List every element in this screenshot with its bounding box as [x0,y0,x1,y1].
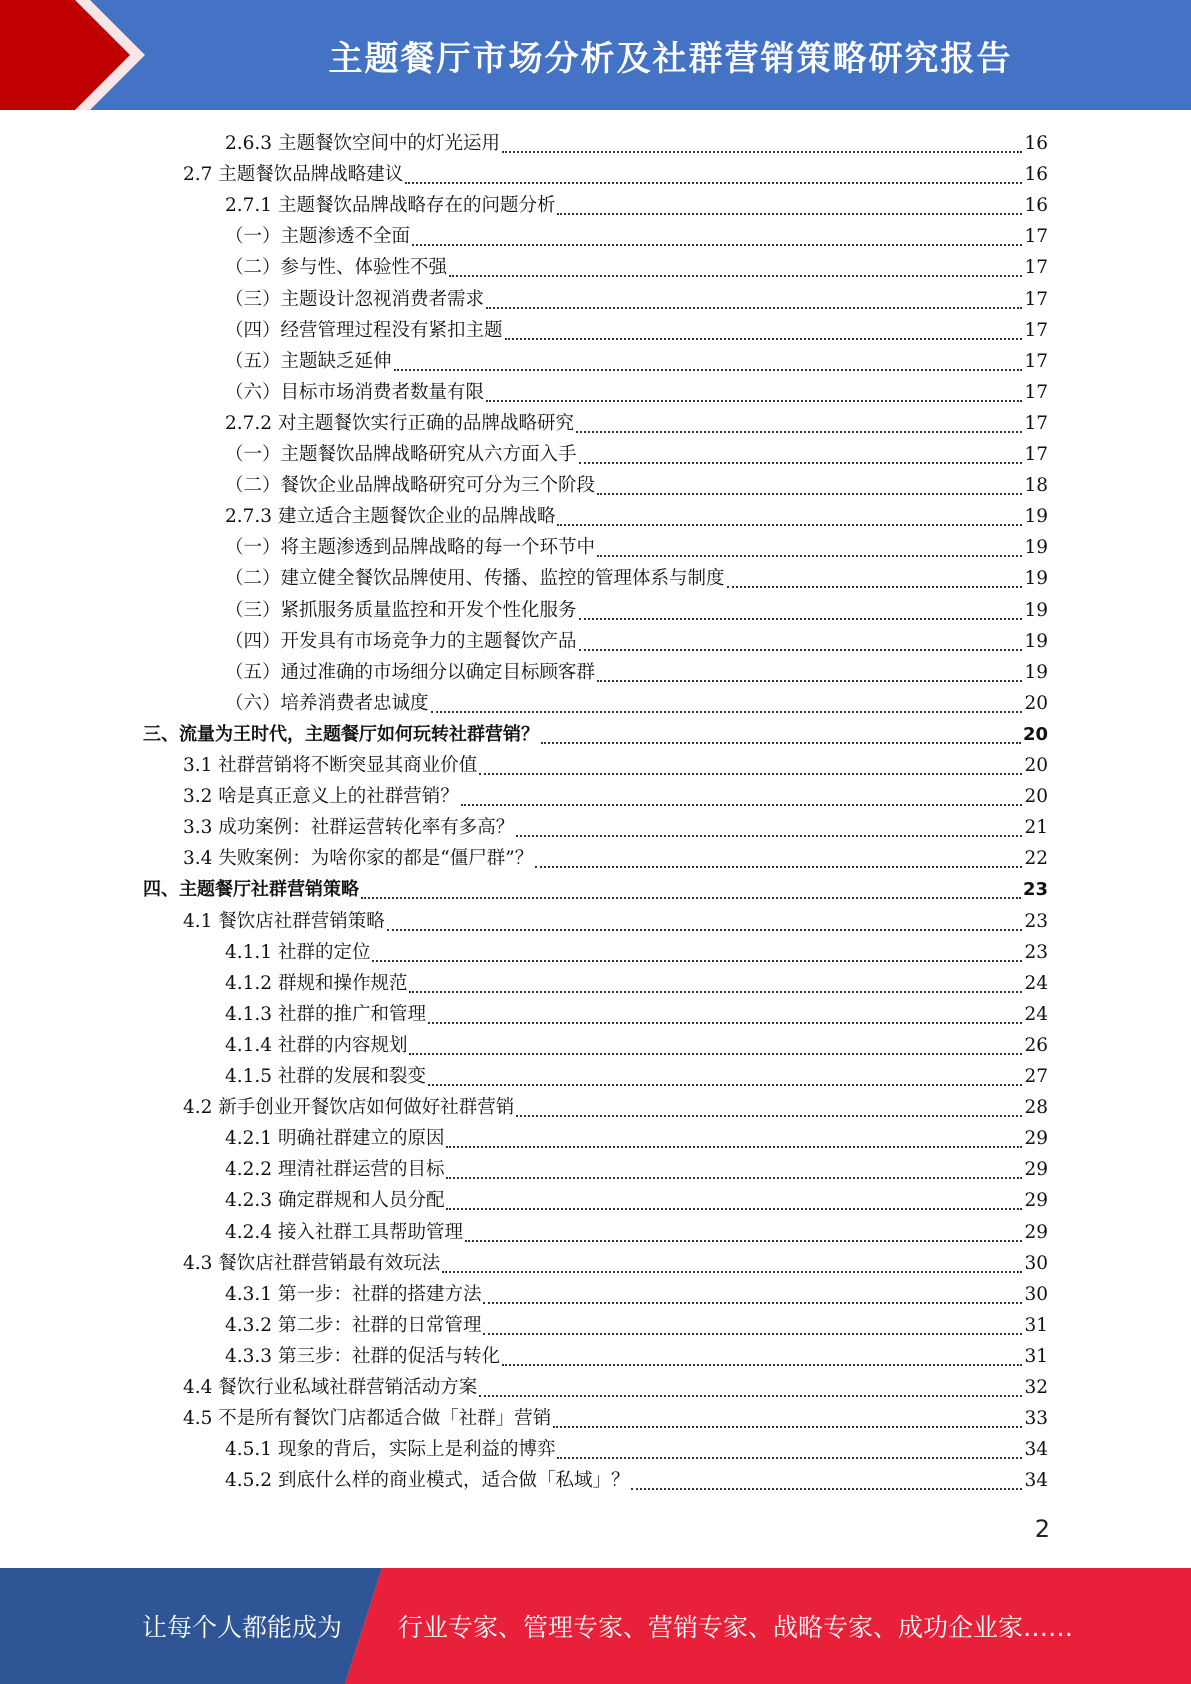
toc-entry-page: 17 [1024,257,1048,279]
toc-leader-dots [553,1426,1022,1428]
toc-entry[interactable] [183,843,1048,874]
toc-entry-page: 24 [1024,1003,1048,1025]
document-title: 主题餐厅市场分析及社群营销策略研究报告 [328,38,1013,79]
toc-entry-title: 4.2 新手创业开餐饮店如何做好社群营销 [183,1097,515,1119]
toc-entry-page: 20 [1024,755,1048,776]
toc-entry[interactable] [225,1279,1048,1310]
toc-entry-page: 17 [1024,319,1048,341]
toc-leader-dots [409,991,1022,993]
toc-entry-title: 4.3.3 第三步：社群的促活与转化 [225,1345,500,1367]
toc-entry[interactable] [183,1092,1048,1123]
toc-entry-title: 3.2 啥是真正意义上的社群营销？ [183,786,459,808]
toc-entry-title: 4.4 餐饮行业私域社群营销活动方案 [183,1377,478,1398]
toc-entry[interactable] [183,781,1048,812]
toc-entry-page: 29 [1024,1190,1048,1212]
toc-entry-page: 19 [1024,537,1048,559]
toc-entry-title: 4.1.4 社群的内容规划 [225,1034,408,1056]
toc-entry[interactable] [225,408,1048,439]
page-number: 2 [1034,1515,1050,1543]
toc-entry-page: 34 [1024,1439,1048,1461]
toc-leader-dots [465,1240,1022,1242]
toc-entry-page: 19 [1024,630,1048,652]
toc-entry[interactable] [225,190,1048,221]
toc-entry-title: 4.1.2 群规和操作规范 [225,972,408,994]
toc-entry-title: 4.2.3 确定群规和人员分配 [225,1190,445,1212]
toc-entry-title: 3.4 失败案例：为啥你家的都是“僵尸群”？ [183,848,534,870]
toc-entry[interactable] [225,999,1048,1030]
toc-entry-page: 23 [1024,941,1048,963]
toc-entry[interactable] [225,1434,1048,1465]
toc-entry-title: 2.6.3 主题餐饮空间中的灯光运用 [225,133,500,154]
toc-entry-title: 4.3 餐饮店社群营销最有效玩法 [183,1252,441,1274]
toc-leader-dots [446,1177,1022,1179]
toc-entry-title: 3.1 社群营销将不断突显其商业价值 [183,755,478,776]
toc-entry-title: 2.7.3 建立适合主题餐饮企业的品牌战略 [225,506,556,528]
toc-leader-dots [442,1271,1022,1273]
toc-entry-title: （二）建立健全餐饮品牌使用、传播、监控的管理体系与制度 [225,568,725,590]
toc-entry-title: 4.2.2 理清社群运营的目标 [225,1159,445,1181]
toc-leader-dots [486,307,1022,309]
toc-entry-title: 4.1 餐饮店社群营销策略 [183,910,385,932]
toc-leader-dots [576,431,1022,433]
toc-leader-dots [505,338,1023,340]
toc-leader-dots [557,524,1022,526]
toc-leader-dots [502,1364,1022,1366]
toc-entry-title: 4.3.1 第一步：社群的搭建方法 [225,1283,482,1305]
toc-entry[interactable] [225,968,1048,999]
toc-entry[interactable] [183,1372,1048,1403]
toc-leader-dots [727,586,1023,588]
toc-entry-title: 4.1.1 社群的定位 [225,941,371,963]
toc-leader-dots [409,1053,1022,1055]
toc-leader-dots [412,244,1022,246]
toc-entry-title: 三、流量为王时代，主题餐厅如何玩转社群营销？ [143,723,539,745]
toc-entry-page: 31 [1024,1314,1048,1336]
toc-entry-page: 28 [1024,1097,1048,1119]
toc-entry-page: 31 [1024,1345,1048,1367]
toc-entry[interactable] [225,346,1048,377]
toc-entry[interactable] [225,595,1048,626]
toc-leader-dots [597,680,1022,682]
toc-leader-dots [579,618,1023,620]
toc-entry[interactable] [225,470,1048,501]
toc-entry-page: 26 [1024,1034,1048,1056]
toc-leader-dots [483,1302,1022,1304]
toc-entry-page: 19 [1024,661,1048,683]
toc-entry[interactable] [143,719,1048,750]
toc-leader-dots [387,929,1023,931]
toc-entry-page: 22 [1024,848,1048,870]
toc-entry-title: 4.3.2 第二步：社群的日常管理 [225,1314,482,1336]
toc-entry[interactable] [225,1154,1048,1185]
toc-entry-title: （一）主题餐饮品牌战略研究从六方面入手 [225,444,577,465]
toc-leader-dots [502,151,1022,153]
toc-entry-title: 4.1.3 社群的推广和管理 [225,1003,426,1025]
toc-entry[interactable] [225,439,1048,470]
toc-entry[interactable] [225,688,1048,719]
toc-entry-page: 16 [1024,133,1048,154]
toc-leader-dots [446,1146,1022,1148]
toc-entry-title: 3.3 成功案例：社群运营转化率有多高？ [183,817,515,839]
toc-leader-dots [428,1022,1022,1024]
toc-leader-dots [597,493,1022,495]
toc-entry-title: （一）将主题渗透到品牌战略的每一个环节中 [225,537,596,559]
toc-leader-dots [479,773,1022,775]
toc-entry-page: 20 [1024,692,1048,714]
toc-entry-title: 2.7.1 主题餐饮品牌战略存在的问题分析 [225,195,556,217]
toc-entry-title: 2.7 主题餐饮品牌战略建议 [183,164,404,186]
toc-entry[interactable] [183,812,1048,843]
toc-entry[interactable] [225,501,1048,532]
toc-entry-page: 21 [1024,817,1048,839]
toc-entry[interactable] [225,532,1048,563]
toc-leader-dots [557,213,1022,215]
toc-entry-page: 23 [1024,910,1048,932]
toc-entry-page: 17 [1024,412,1048,434]
toc-leader-dots [361,897,1021,899]
toc-leader-dots [446,1208,1022,1210]
toc-entry-page: 17 [1024,444,1048,465]
toc-entry-page: 16 [1024,164,1048,186]
toc-entry-page: 30 [1024,1252,1048,1274]
toc-entry-page: 29 [1024,1128,1048,1150]
toc-leader-dots [483,1333,1022,1335]
toc-leader-dots [405,182,1022,184]
toc-entry-title: （六）目标市场消费者数量有限 [225,381,485,403]
toc-entry-page: 19 [1024,506,1048,528]
toc-entry-page: 17 [1024,288,1048,310]
toc-entry-title: （一）主题渗透不全面 [225,226,411,248]
toc-entry[interactable] [225,1341,1048,1372]
toc-entry-page: 19 [1024,568,1048,590]
toc-leader-dots [631,1488,1022,1490]
toc-entry-page: 30 [1024,1283,1048,1305]
toc-entry-title: （四）经营管理过程没有紧扣主题 [225,319,503,341]
toc-entry-page: 29 [1024,1159,1048,1181]
toc-leader-dots [516,835,1022,837]
toc-entry-page: 29 [1024,1221,1048,1243]
toc-entry-page: 32 [1024,1377,1048,1398]
toc-entry[interactable] [225,284,1048,315]
toc-entry[interactable] [183,750,1048,781]
toc-entry-title: （四）开发具有市场竞争力的主题餐饮产品 [225,630,577,652]
page-footer [0,1568,1191,1684]
toc-entry-title: 4.5.2 到底什么样的商业模式，适合做「私域」？ [225,1470,630,1492]
toc-entry-page: 27 [1024,1066,1048,1087]
toc-entry-page: 17 [1024,350,1048,372]
toc-entry-page: 20 [1022,723,1048,745]
toc-entry[interactable] [183,906,1048,937]
toc-entry-title: 四、主题餐厅社群营销策略 [143,879,359,901]
toc-leader-dots [394,369,1023,371]
toc-entry-title: （二）参与性、体验性不强 [225,257,448,279]
toc-entry-title: （五）通过准确的市场细分以确定目标顾客群 [225,661,596,683]
toc-entry[interactable] [225,1185,1048,1216]
toc-entry-title: （二）餐饮企业品牌战略研究可分为三个阶段 [225,475,596,497]
toc-entry[interactable] [225,657,1048,688]
toc-entry-title: 4.1.5 社群的发展和裂变 [225,1066,426,1087]
toc-entry[interactable] [225,1123,1048,1154]
toc-entry-page: 33 [1024,1408,1048,1430]
toc-leader-dots [597,555,1022,557]
footer-slogan-right: 行业专家、管理专家、营销专家、战略专家、成功企业家…… [398,1613,1074,1642]
toc-leader-dots [461,804,1023,806]
toc-entry-title: 4.5.1 现象的背后，实际上是利益的博弈 [225,1439,556,1461]
toc-entry[interactable] [183,159,1048,190]
toc-leader-dots [541,742,1021,744]
toc-leader-dots [579,462,1023,464]
toc-entry-page: 23 [1022,879,1048,901]
toc-entry[interactable] [183,1248,1048,1279]
toc-entry-title: （五）主题缺乏延伸 [225,350,392,372]
page-header [0,0,1191,110]
toc-entry-page: 17 [1024,226,1048,248]
footer-slogan-left: 让每个人都能成为 [142,1613,343,1642]
toc-leader-dots [486,400,1022,402]
red-arrow-banner [0,0,160,110]
toc-entry-page: 19 [1024,599,1048,621]
toc-entry-page: 17 [1024,381,1048,403]
toc-entry-title: 4.2.4 接入社群工具帮助管理 [225,1221,463,1243]
toc-entry[interactable] [225,1310,1048,1341]
toc-entry[interactable] [183,1403,1048,1434]
toc-entry[interactable] [225,626,1048,657]
toc-entry-page: 24 [1024,972,1048,994]
toc-leader-dots [479,1395,1022,1397]
toc-entry[interactable] [225,128,1048,159]
toc-entry-title: 4.2.1 明确社群建立的原因 [225,1128,445,1150]
toc-entry-page: 20 [1024,786,1048,808]
toc-leader-dots [557,1457,1022,1459]
toc-entry[interactable] [225,1061,1048,1092]
toc-entry[interactable] [225,377,1048,408]
toc-leader-dots [516,1115,1022,1117]
toc-entry-title: （三）主题设计忽视消费者需求 [225,288,485,310]
toc-leader-dots [535,866,1022,868]
toc-leader-dots [431,711,1023,713]
toc-entry-page: 34 [1024,1470,1048,1492]
toc-leader-dots [449,275,1022,277]
toc-entry[interactable] [143,874,1048,905]
toc-entry-title: 2.7.2 对主题餐饮实行正确的品牌战略研究 [225,412,574,434]
toc-entry[interactable] [225,937,1048,968]
toc-entry-title: （六）培养消费者忠诚度 [225,692,429,714]
toc-entry[interactable] [225,1465,1048,1496]
toc-entry-title: 4.5 不是所有餐饮门店都适合做「社群」营销 [183,1408,552,1430]
toc-entry[interactable] [225,315,1048,346]
toc-entry-page: 16 [1024,195,1048,217]
toc-entry[interactable] [225,252,1048,283]
toc-entry[interactable] [225,1217,1048,1248]
toc-entry[interactable] [225,1030,1048,1061]
toc-leader-dots [428,1084,1022,1086]
toc-entry[interactable] [225,221,1048,252]
toc-entry[interactable] [225,563,1048,594]
toc-entry-title: （三）紧抓服务质量监控和开发个性化服务 [225,599,577,621]
toc-leader-dots [579,649,1023,651]
toc-leader-dots [372,960,1022,962]
toc-entry-page: 18 [1024,475,1048,497]
